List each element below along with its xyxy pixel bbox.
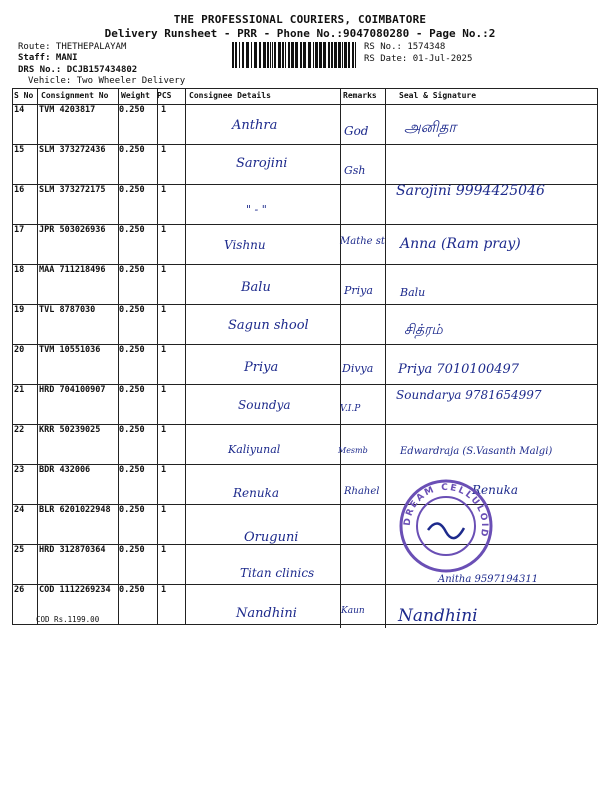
row-signature: Soundarya 9781654997 [396, 388, 542, 402]
column-divider [12, 88, 13, 624]
column-divider [118, 88, 119, 624]
col-consignment: Consignment No [41, 91, 109, 100]
row-consignment-no: BLR 6201022948 [39, 505, 111, 515]
row-consignee-handwriting: Titan clinics [240, 566, 315, 580]
row-weight: 0.250 [119, 545, 145, 555]
row-consignee-handwriting: Priya [244, 360, 279, 375]
row-signature: Renuka [472, 483, 519, 497]
row-consignee-handwriting: Oruguni [244, 530, 299, 545]
row-weight: 0.250 [119, 345, 145, 355]
staff-label: Staff: MANI [18, 53, 78, 63]
row-pcs: 1 [161, 545, 167, 555]
row-consignee-handwriting: Sagun shool [228, 318, 309, 333]
row-divider [12, 464, 597, 465]
row-weight: 0.250 [119, 585, 145, 595]
row-consignee-handwriting: Kaliyunal [228, 443, 281, 456]
col-pcs: PCS [157, 91, 172, 100]
row-remarks-handwriting: Priya [344, 284, 373, 297]
row-consignment-no: MAA 711218496 [39, 265, 106, 275]
col-sno: S No [14, 91, 34, 100]
row-weight: 0.250 [119, 265, 145, 275]
row-sno: 21 [14, 385, 25, 395]
row-weight: 0.250 [119, 505, 145, 515]
row-signature: Nandhini [398, 606, 478, 626]
row-pcs: 1 [161, 145, 167, 155]
row-sno: 15 [14, 145, 25, 155]
row-consignment-no: KRR 50239025 [39, 425, 101, 435]
col-seal: Seal & Signature [399, 91, 477, 100]
row-pcs: 1 [161, 585, 167, 595]
row-remarks-handwriting: Divya [342, 362, 374, 375]
row-consignment-no: TVL 8787030 [39, 305, 96, 315]
col-consignee: Consignee Details [189, 91, 271, 100]
row-pcs: 1 [161, 225, 167, 235]
row-signature: Edwardraja (S.Vasanth Malgi) [400, 446, 553, 457]
runsheet-title: Delivery Runsheet - PRR - Phone No.:9047080280 - Page No.:2 [104, 27, 496, 40]
route-label: Route: THETHEPALAYAM [18, 42, 127, 52]
row-consignee-handwriting: Sarojini [236, 156, 288, 171]
row-signature: Priya 7010100497 [398, 362, 520, 377]
row-consignment-no: TVM 4203817 [39, 105, 96, 115]
row-consignment-no: HRD 312870364 [39, 545, 106, 555]
row-sno: 25 [14, 545, 25, 555]
row-divider [12, 624, 597, 625]
column-divider [37, 88, 38, 624]
row-pcs: 1 [161, 265, 167, 275]
row-signature: Anitha 9597194311 [438, 574, 539, 585]
row-signature: Sarojini 9994425046 [396, 183, 545, 199]
row-consignment-no: COD 1112269234 [39, 585, 111, 595]
cod-amount: COD Rs.1199.00 [36, 615, 100, 624]
row-sno: 14 [14, 105, 25, 115]
row-consignee-handwriting: Soundya [238, 398, 291, 412]
row-signature: Anna (Ram pray) [400, 236, 521, 252]
row-weight: 0.250 [119, 145, 145, 155]
row-remarks-handwriting: V.I.P [340, 404, 361, 414]
row-consignment-no: SLM 373272175 [39, 185, 106, 195]
company-title: THE PROFESSIONAL COURIERS, COIMBATORE [173, 13, 427, 26]
row-signature: Balu [400, 286, 426, 299]
row-remarks-handwriting: Gsh [344, 164, 366, 177]
row-consignment-no: TVM 10551036 [39, 345, 101, 355]
row-weight: 0.250 [119, 465, 145, 475]
row-sno: 26 [14, 585, 25, 595]
drs-label: DRS No.: DCJB157434802 [18, 65, 138, 75]
row-remarks-handwriting: Mesmb [338, 446, 368, 455]
row-sno: 24 [14, 505, 25, 515]
row-pcs: 1 [161, 305, 167, 315]
row-consignee-handwriting: Balu [241, 280, 271, 295]
svg-text:DREAM CELLULOID: DREAM CELLULOID [402, 482, 490, 540]
row-sno: 23 [14, 465, 25, 475]
rs-date: RS Date: 01-Jul-2025 [364, 54, 473, 64]
dream-celluloid-stamp [398, 478, 494, 574]
row-weight: 0.250 [119, 185, 145, 195]
column-divider [185, 88, 186, 624]
row-signature: சித்ரம் [404, 322, 443, 338]
column-divider [157, 88, 158, 624]
rs-number: RS No.: 1574348 [364, 42, 446, 52]
row-pcs: 1 [161, 425, 167, 435]
row-pcs: 1 [161, 345, 167, 355]
row-remarks-handwriting: Mathe st [340, 236, 385, 247]
row-sno: 19 [14, 305, 25, 315]
row-consignee-handwriting: Nandhini [236, 606, 297, 621]
barcode [232, 42, 358, 68]
row-divider [12, 304, 597, 305]
row-sno: 17 [14, 225, 25, 235]
row-consignment-no: BDR 432006 [39, 465, 91, 475]
row-pcs: 1 [161, 185, 167, 195]
row-sno: 20 [14, 345, 25, 355]
row-pcs: 1 [161, 505, 167, 515]
row-pcs: 1 [161, 105, 167, 115]
row-consignee-handwriting: Renuka [233, 486, 280, 500]
row-sno: 18 [14, 265, 25, 275]
row-remarks-handwriting: Rhahel [344, 486, 380, 497]
row-remarks-handwriting: God [344, 124, 369, 138]
row-sno: 16 [14, 185, 25, 195]
row-pcs: 1 [161, 465, 167, 475]
row-consignment-no: SLM 373272436 [39, 145, 106, 155]
row-weight: 0.250 [119, 225, 145, 235]
col-weight: Weight [121, 91, 150, 100]
row-consignee-handwriting: " - " [246, 203, 267, 216]
row-consignee-handwriting: Anthra [232, 118, 278, 133]
row-consignee-handwriting: Vishnu [224, 238, 266, 252]
vehicle-label: Vehicle: Two Wheeler Delivery [28, 76, 186, 86]
column-divider [597, 88, 598, 624]
col-remarks: Remarks [343, 91, 377, 100]
row-weight: 0.250 [119, 425, 145, 435]
row-weight: 0.250 [119, 385, 145, 395]
row-weight: 0.250 [119, 105, 145, 115]
row-pcs: 1 [161, 385, 167, 395]
row-sno: 22 [14, 425, 25, 435]
row-remarks-handwriting: Kaun [341, 606, 365, 616]
row-consignment-no: HRD 704100907 [39, 385, 106, 395]
row-weight: 0.250 [119, 305, 145, 315]
row-signature: அனிதா [404, 118, 457, 136]
row-consignment-no: JPR 503026936 [39, 225, 106, 235]
